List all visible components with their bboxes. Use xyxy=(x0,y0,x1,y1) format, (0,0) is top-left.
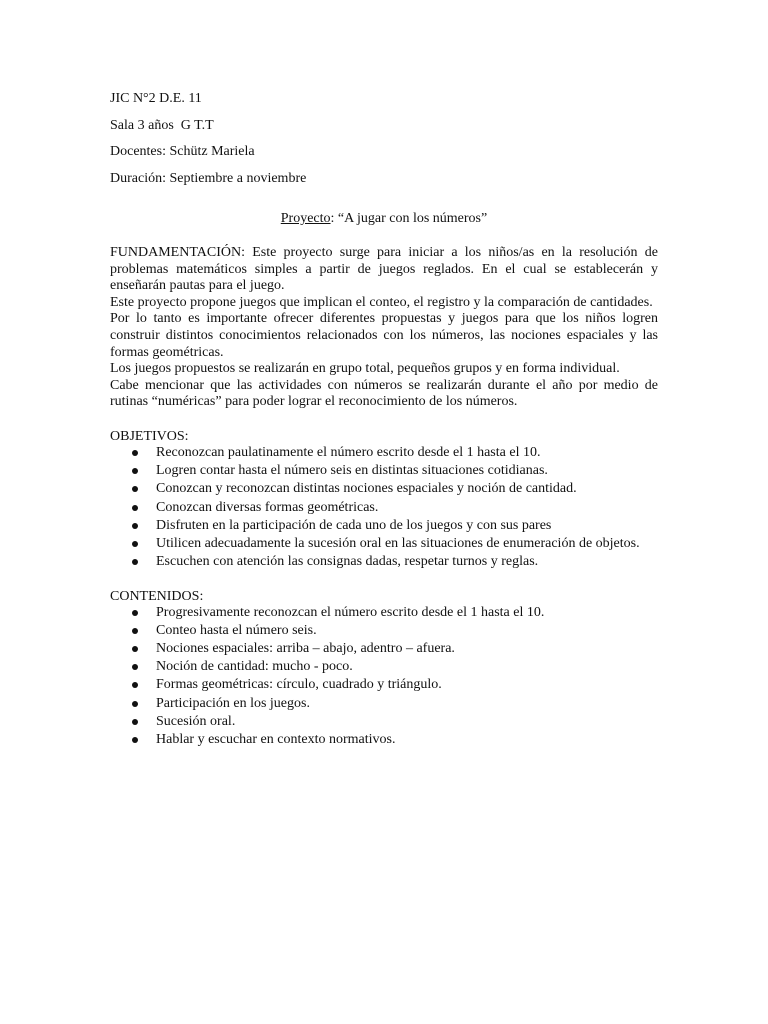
bullet-icon xyxy=(132,559,138,565)
bullet-icon xyxy=(132,450,138,456)
contenidos-heading: CONTENIDOS: xyxy=(110,588,204,604)
fundamentacion-paragraph: Por lo tanto es importante ofrecer diferentes propuestas y juegos para que los niños logren construir distintos conocimientos relacionados con los números, las nociones espaciales y las formas geométricas. xyxy=(110,311,658,360)
objetivos-list xyxy=(110,445,658,571)
list-item xyxy=(110,732,658,749)
teachers-line: Docentes: Schütz Mariela xyxy=(110,144,255,159)
contenidos-section xyxy=(110,588,658,749)
list-item xyxy=(110,605,658,622)
list-item-text: Escuchen con atención las consignas dadas, respetar turnos y reglas. xyxy=(156,554,539,570)
list-item-text: Noción de cantidad: mucho - poco. xyxy=(156,659,353,675)
document-page xyxy=(110,86,658,750)
list-item-text: Reconozcan paulatinamente el número escrito desde el 1 hasta el 10. xyxy=(156,444,541,460)
list-item xyxy=(110,463,658,480)
contenidos-list xyxy=(110,605,658,749)
fundamentacion-section xyxy=(110,245,658,411)
fundamentacion-paragraph: Este proyecto propone juegos que implican el conteo, el registro y la comparación de cantidades. xyxy=(110,294,653,310)
list-item xyxy=(110,677,658,694)
list-item-text: Formas geométricas: círculo, cuadrado y triángulo. xyxy=(156,677,442,693)
list-item-text: Logren contar hasta el número seis en distintas situaciones cotidianas. xyxy=(156,463,548,479)
project-label: Proyecto xyxy=(280,211,331,226)
class-line: Sala 3 años G T.T xyxy=(110,117,214,133)
list-item-text: Utilicen adecuadamente la sucesión oral en las situaciones de enumeración de objetos. xyxy=(156,535,640,551)
duration-line: Duración: Septiembre a noviembre xyxy=(110,170,307,186)
bullet-icon xyxy=(132,664,138,670)
list-item-text: Hablar y escuchar en contexto normativos. xyxy=(156,731,396,747)
bullet-icon xyxy=(132,628,138,634)
bullet-icon xyxy=(132,682,138,688)
list-item xyxy=(110,500,658,517)
project-name: : “A jugar con los números” xyxy=(330,211,488,226)
fundamentacion-paragraph: Los juegos propuestos se realizarán en grupo total, pequeños grupos y en forma individual. xyxy=(110,361,620,377)
document-header xyxy=(110,86,658,192)
bullet-icon xyxy=(132,646,138,652)
bullet-icon xyxy=(132,701,138,707)
list-item xyxy=(110,696,658,713)
objetivos-section xyxy=(110,428,658,571)
list-item-text: Progresivamente reconozcan el número escrito desde el 1 hasta el 10. xyxy=(156,604,545,620)
list-item-text: Conozcan diversas formas geométricas. xyxy=(156,499,379,515)
list-item-text: Conteo hasta el número seis. xyxy=(156,622,317,638)
list-item xyxy=(110,659,658,676)
school-line: JIC N°2 D.E. 11 xyxy=(110,91,202,106)
list-item xyxy=(110,445,658,462)
list-item-text: Participación en los juegos. xyxy=(156,695,310,711)
project-title xyxy=(110,210,658,228)
list-item xyxy=(110,518,658,535)
bullet-icon xyxy=(132,541,138,547)
objetivos-heading: OBJETIVOS: xyxy=(110,428,189,444)
list-item xyxy=(110,714,658,731)
list-item xyxy=(110,623,658,640)
fundamentacion-paragraph: FUNDAMENTACIÓN: Este proyecto surge para iniciar a los niños/as en la resolución de problemas matemáticos simples a partir de juegos reglados. En el cual se establecerán y enseñarán pautas para el juego. xyxy=(110,245,658,294)
list-item-text: Conozcan y reconozcan distintas nociones espaciales y noción de cantidad. xyxy=(156,481,577,497)
list-item xyxy=(110,554,658,571)
bullet-icon xyxy=(132,719,138,725)
bullet-icon xyxy=(132,505,138,511)
list-item xyxy=(110,536,658,553)
bullet-icon xyxy=(132,468,138,474)
list-item-text: Disfruten en la participación de cada uno de los juegos y con sus pares xyxy=(156,517,552,533)
list-item-text: Nociones espaciales: arriba – abajo, adentro – afuera. xyxy=(156,641,455,657)
bullet-icon xyxy=(132,737,138,743)
bullet-icon xyxy=(132,610,138,616)
list-item xyxy=(110,641,658,658)
bullet-icon xyxy=(132,486,138,492)
list-item-text: Sucesión oral. xyxy=(156,713,236,729)
list-item xyxy=(110,481,658,498)
bullet-icon xyxy=(132,523,138,529)
fundamentacion-paragraph: Cabe mencionar que las actividades con números se realizarán durante el año por medio de rutinas “numéricas” para poder lograr el reconocimiento de los números. xyxy=(110,377,658,410)
